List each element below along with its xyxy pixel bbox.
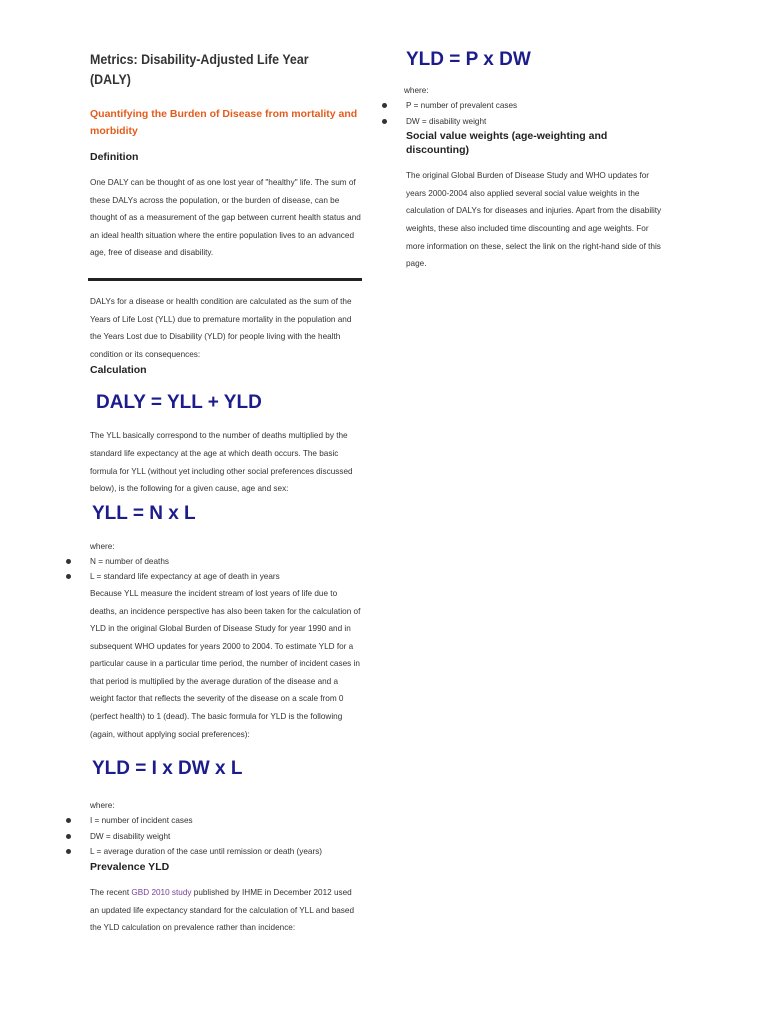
list-item: P = number of prevalent cases bbox=[406, 98, 666, 114]
list-item: L = average duration of the case until remission or death (years) bbox=[90, 844, 362, 860]
page-subtitle: Quantifying the Burden of Disease from mortality and morbidity bbox=[90, 108, 358, 137]
definition-paragraph: One DALY can be thought of as one lost year of "healthy" life. The sum of these DALYs across the population, or the burden of disease, can be thought of as a measurement of the gap between current health status and an ideal health situation where the entire population lives to an advanced age, free of disease and disability. bbox=[90, 178, 361, 258]
list-item: I = number of incident cases bbox=[90, 813, 362, 829]
prevalence-paragraph: The recent GBD 2010 study published by IHME in December 2012 used an updated life expectancy standard for the calculation of YLL and based the YLD calculation on prevalence rather than incidence: bbox=[90, 888, 355, 933]
yll-formula: YLL = N x L bbox=[92, 502, 196, 524]
bullet-icon bbox=[66, 574, 71, 579]
daly-formula: DALY = YLL + YLD bbox=[96, 392, 262, 414]
bullet-icon bbox=[382, 103, 387, 108]
bullet-icon bbox=[66, 818, 71, 823]
gbd-2010-study-link[interactable]: GBD 2010 study bbox=[131, 888, 192, 898]
list-item: L = standard life expectancy at age of death in years bbox=[90, 569, 362, 585]
left-column bbox=[90, 50, 362, 937]
yld-prevalence-formula: YLD = P x DW bbox=[406, 49, 531, 70]
where-label: where: bbox=[404, 86, 429, 95]
list-item: DW = disability weight bbox=[406, 114, 666, 130]
section-divider bbox=[88, 278, 362, 281]
page-title: Metrics: Disability-Adjusted Life Year (DALY) bbox=[90, 52, 309, 87]
social-weights-heading: Social value weights (age-weighting and discounting) bbox=[406, 130, 608, 157]
bullet-icon bbox=[66, 849, 71, 854]
where-label: where: bbox=[90, 541, 115, 551]
bullet-icon bbox=[66, 834, 71, 839]
list-item: N = number of deaths bbox=[90, 554, 362, 570]
yll-paragraph: The YLL basically correspond to the number of deaths multiplied by the standard life expectancy at the age at which death occurs. The basic formula for YLL (without yet including other social preferences discussed below), is the following for a given cause, age and sex: bbox=[90, 431, 353, 494]
bullet-icon bbox=[382, 119, 387, 124]
yld-bullet-list bbox=[90, 813, 362, 860]
prevalence-heading: Prevalence YLD bbox=[90, 861, 170, 874]
list-item: DW = disability weight bbox=[90, 829, 362, 845]
dalys-paragraph: DALYs for a disease or health condition are calculated as the sum of the Years of Life Lost (YLL) due to premature mortality in the population and the Years Lost due to Disability (YLD) for people living with the health condition or its consequences: bbox=[90, 296, 352, 359]
bullet-icon bbox=[66, 559, 71, 564]
calculation-heading: Calculation bbox=[90, 364, 147, 377]
social-weights-paragraph: The original Global Burden of Disease Study and WHO updates for years 2000-2004 also applied several social value weights in the calculation of DALYs for diseases and injuries. Apart from the disability weights, these also included time discounting and age weights. For more information on these, select the link on the right-hand side of this page. bbox=[406, 171, 662, 269]
yll-bullet-list bbox=[90, 554, 362, 585]
where-label: where: bbox=[90, 801, 115, 811]
prevalence-bullet-list bbox=[406, 98, 666, 129]
yld-incidence-formula: YLD = I x DW x L bbox=[92, 758, 243, 780]
incidence-paragraph: Because YLL measure the incident stream of lost years of life due to deaths, an incidence perspective has also been taken for the calculation of YLD in the original Global Burden of Disease Study for year 1990 and in subsequent WHO updates for years 2000 to 2004. To estimate YLD for a particular cause in a particular time period, the number of incident cases in that period is multiplied by the average duration of the disease and a weight factor that reflects the severity of the disease on a scale from 0 (perfect health) to 1 (dead). The basic formula for YLD is the following (again, without applying social preferences): bbox=[90, 588, 361, 739]
definition-heading: Definition bbox=[90, 151, 139, 163]
right-column bbox=[384, 48, 666, 273]
